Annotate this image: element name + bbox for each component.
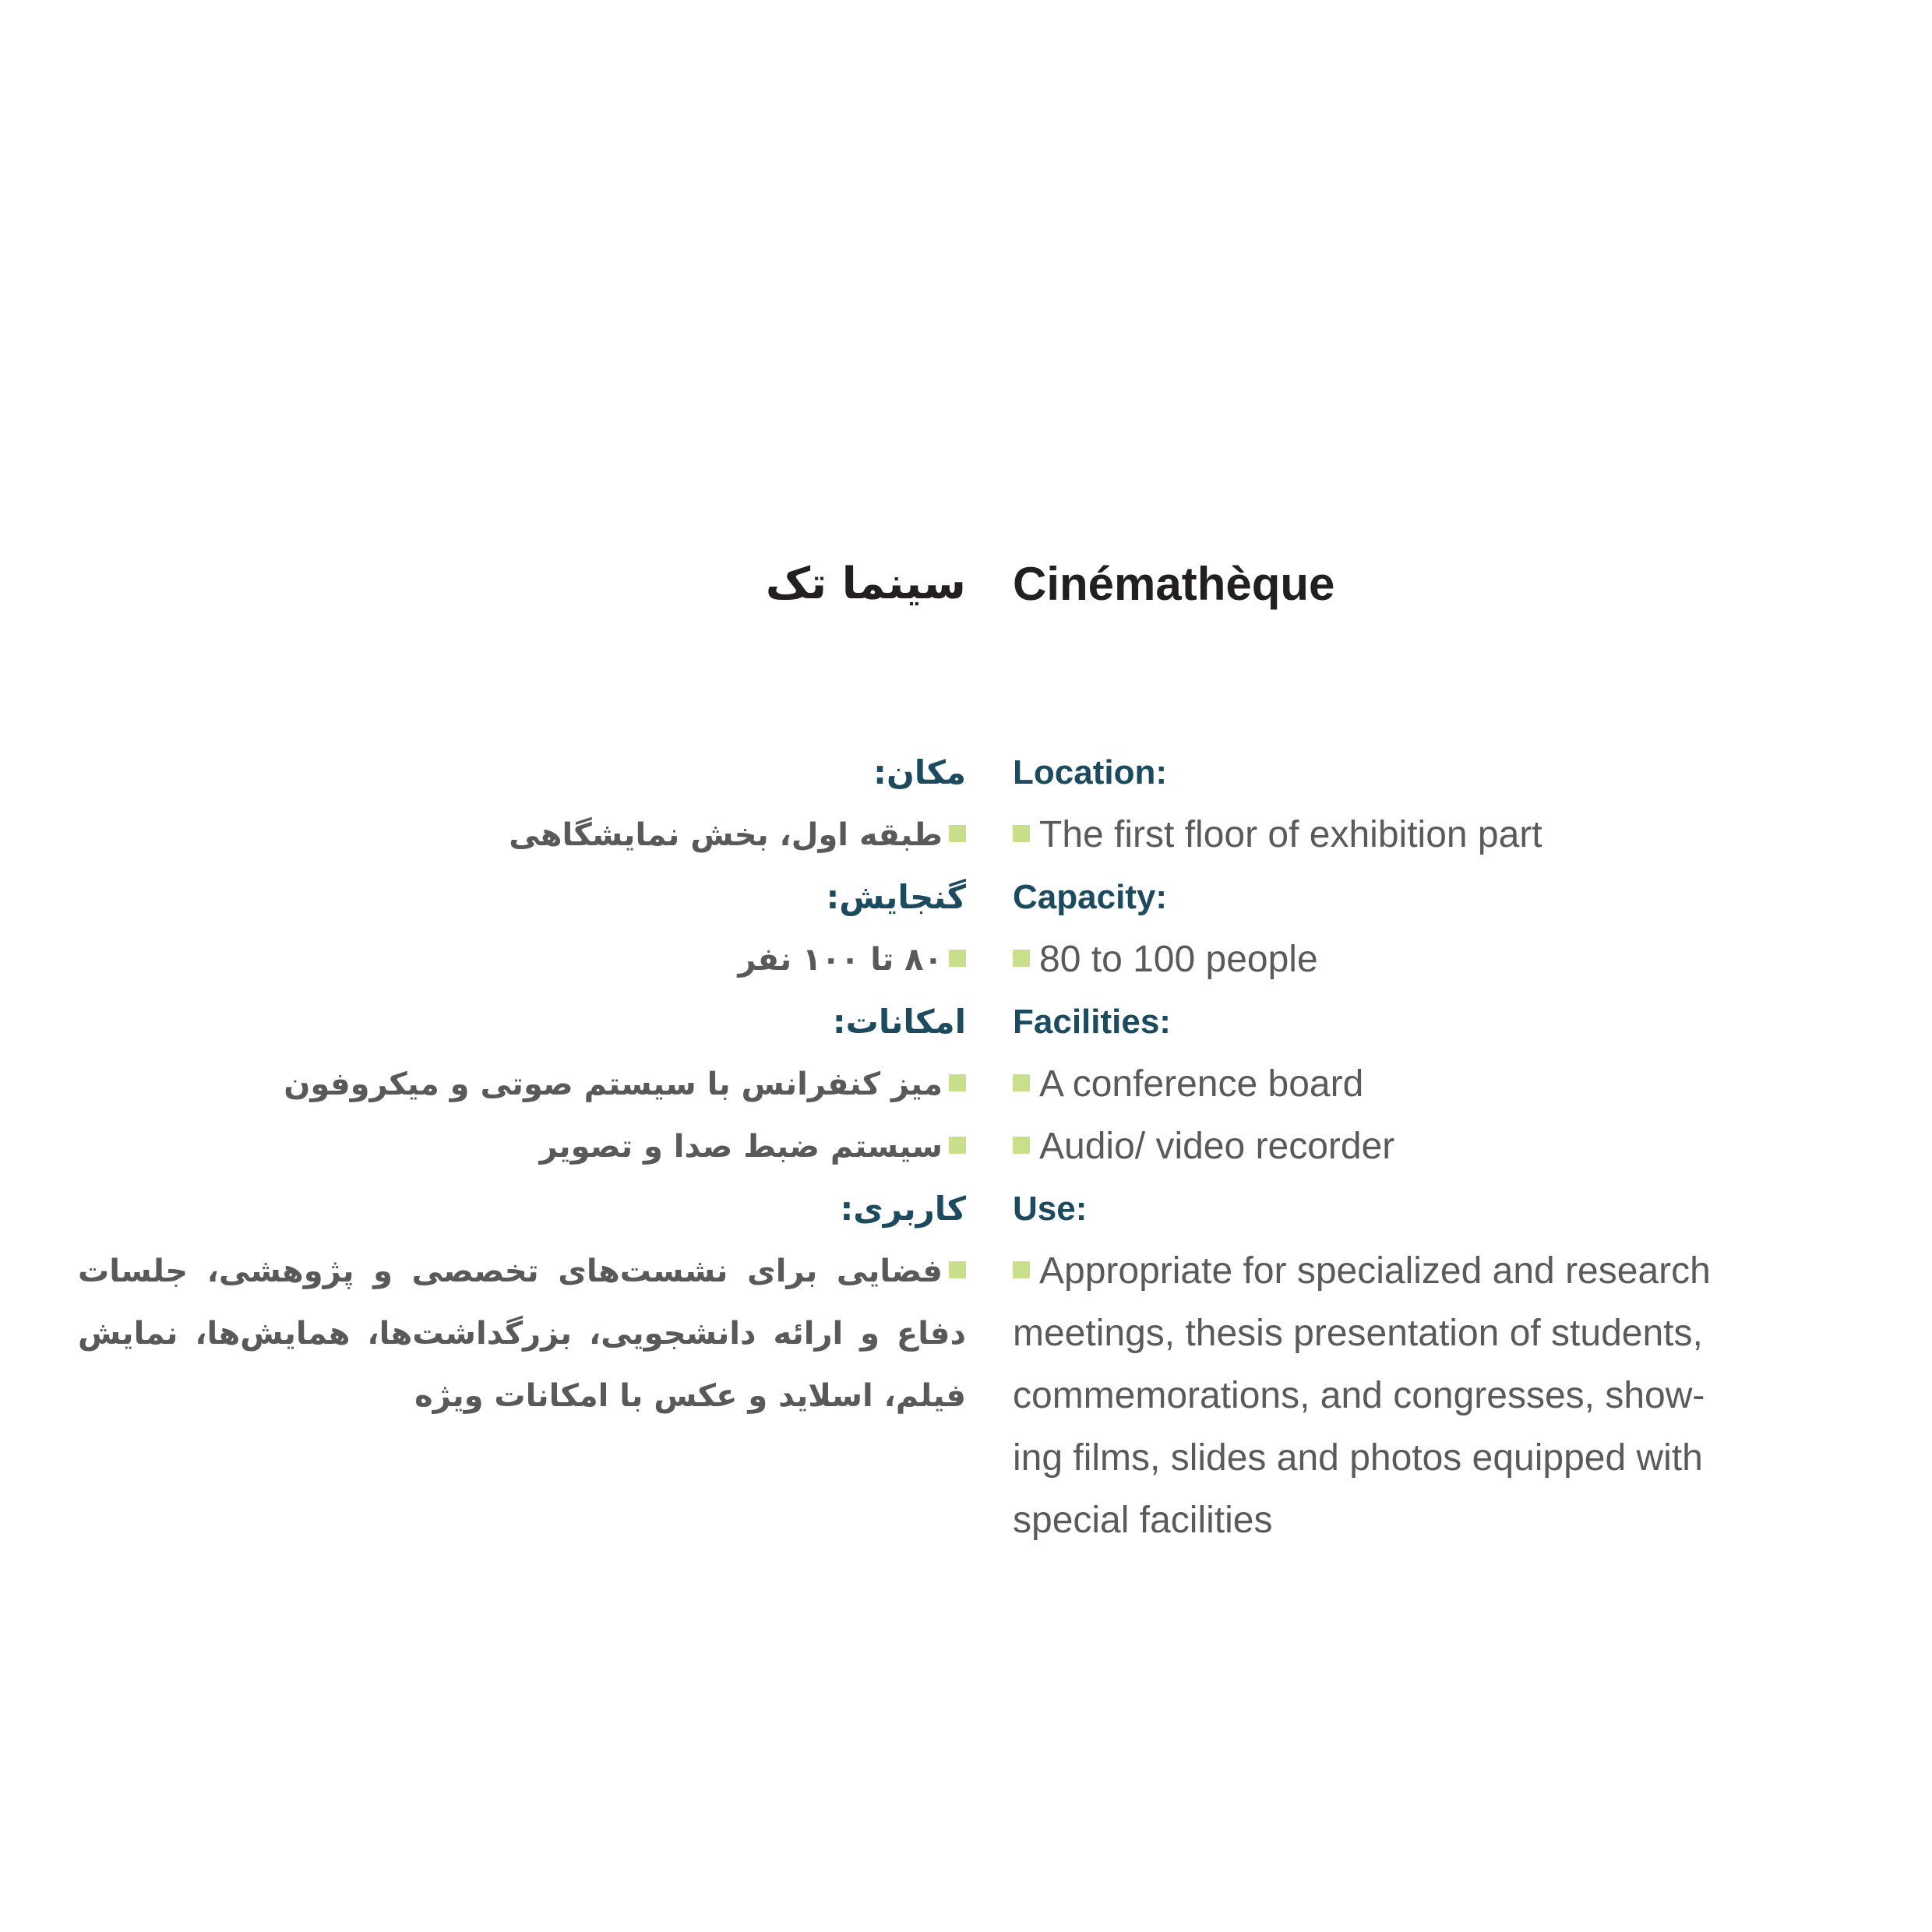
english-location-text: The first floor of exhibition part (1039, 814, 1542, 855)
persian-capacity-item (78, 929, 966, 991)
english-location-label: Location: (1013, 753, 1167, 791)
persian-capacity-label: گنجایش: (826, 878, 966, 916)
persian-facilities-label: امکانات: (832, 1003, 966, 1041)
persian-title: سینما تک (765, 559, 966, 609)
bullet-icon (949, 825, 966, 842)
english-facilities-label: Facilities: (1013, 1003, 1171, 1041)
english-use-item (1013, 1240, 1737, 1552)
bullet-icon (1013, 825, 1030, 842)
english-facility-item (1013, 1053, 1737, 1116)
bullet-icon (949, 1261, 966, 1278)
english-facility-text: A conference board (1039, 1063, 1364, 1105)
bullet-icon (1013, 1074, 1030, 1091)
bullet-icon (1013, 1261, 1030, 1278)
persian-use-text: فضایی برای نشست‌های تخصصی و پژوهشی، جلسات دفاع و ارائه دانشجویی، بزرگداشت‌ها، همایش‌ها، نمایش فیلم، اسلاید و عکس با امکانات ویژه (78, 1253, 966, 1414)
english-location-item (1013, 804, 1737, 866)
english-title: Cinémathèque (1013, 558, 1335, 610)
english-facility-text: Audio/ video recorder (1039, 1126, 1395, 1167)
bullet-icon (949, 1074, 966, 1091)
bullet-icon (1013, 950, 1030, 967)
persian-location-text: طبقه اول، بخش نمایشگاهی (509, 817, 943, 853)
persian-location-label: مکان: (873, 753, 966, 791)
persian-facility-item (78, 1116, 966, 1178)
english-capacity-label: Capacity: (1013, 878, 1168, 916)
english-facility-item (1013, 1116, 1737, 1178)
english-body (1013, 742, 1737, 1552)
english-capacity-text: 80 to 100 people (1039, 939, 1318, 980)
persian-facility-text: سیستم ضبط صدا و تصویر (539, 1129, 943, 1165)
persian-location-item (78, 804, 966, 866)
bullet-icon (949, 1137, 966, 1154)
persian-capacity-text: ۸۰ تا ۱۰۰ نفر (738, 942, 943, 978)
persian-body (78, 742, 966, 1427)
persian-facility-text: میز کنفرانس با سیستم صوتی و میکروفون (284, 1066, 943, 1102)
english-use-text: Appropriate for specialized and research meetings, thesis presentation of students, commemorations, and congresses, show-ing films, slides and photos equipped with special facilities (1013, 1250, 1711, 1541)
persian-facility-item (78, 1053, 966, 1116)
english-capacity-item (1013, 929, 1737, 991)
english-use-label: Use: (1013, 1190, 1088, 1228)
persian-use-label: کاربری: (840, 1190, 966, 1228)
bullet-icon (949, 950, 966, 967)
bullet-icon (1013, 1137, 1030, 1154)
persian-use-item (78, 1240, 966, 1427)
